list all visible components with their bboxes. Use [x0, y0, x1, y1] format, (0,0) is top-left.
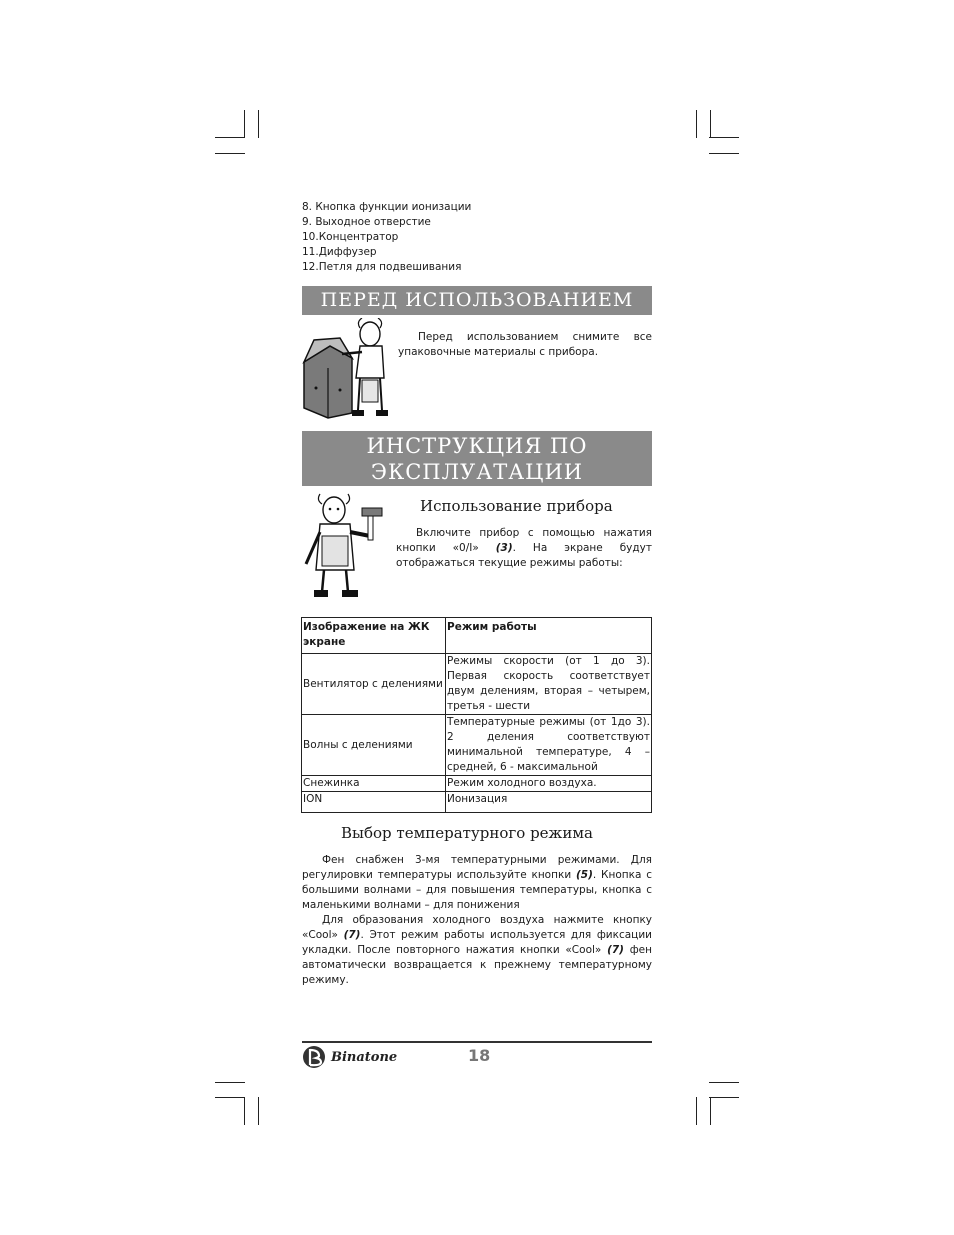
display-modes-table [301, 617, 652, 813]
list-item: 10.Концентратор [302, 231, 399, 243]
usage-text: Включите прибор с помощью нажатия кнопки «0/I» (3). На экране будут отображаться текущие режимы работы: [396, 527, 652, 569]
table-cell: Ионизация [446, 792, 652, 813]
table-row [302, 654, 652, 715]
part-reference: (3) [495, 542, 513, 554]
list-item: 11.Диффузер [302, 246, 377, 258]
table-cell: ION [302, 792, 446, 813]
table-header-row [302, 618, 652, 654]
table-row [302, 776, 652, 792]
handyman-illustration [300, 492, 392, 602]
parts-list [302, 200, 652, 275]
table-header-cell: Изображение на ЖК экране [302, 618, 446, 654]
table-cell: Температурные режимы (от 1до 3). 2 деления соответствуют минимальной температуре, 4 – средней, 6 - максимальной [446, 715, 652, 776]
list-item: 8. Кнопка функции ионизации [302, 201, 472, 213]
table-cell: Волны с делениями [302, 715, 446, 776]
page-number: 18 [468, 1046, 491, 1065]
banner-line-2: ЭКСПЛУАТАЦИИ [370, 460, 584, 484]
brand-name: Binatone [331, 1049, 398, 1065]
table-header-cell: Режим работы [446, 618, 652, 654]
subsection-title-usage: Использование прибора [420, 497, 613, 515]
unpacking-illustration [302, 318, 394, 423]
footer-divider [302, 1041, 652, 1043]
temperature-text [302, 853, 652, 988]
subsection-title-temperature: Выбор температурного режима [341, 824, 593, 842]
banner-line-1: ИНСТРУКЦИЯ ПО [366, 434, 588, 458]
binatone-logo-icon [302, 1045, 330, 1069]
table-cell: Снежинка [302, 776, 446, 792]
part-reference: (7) [607, 944, 624, 956]
table-cell: Режимы скорости (от 1 до 3). Первая скорость соответствует двум делениям, вторая – четырем, третья - шести [446, 654, 652, 715]
part-reference: (5) [575, 869, 593, 881]
list-item: 9. Выходное отверстие [302, 216, 431, 228]
table-cell: Вентилятор с делениями [302, 654, 446, 715]
paragraph: Для образования холодного воздуха нажмите кнопку «Cool» (7). Этот режим работы используется для фиксации укладки. После повторного нажатия кнопки «Cool» (7) фен автоматически возвращается к прежнему температурному режиму. [302, 914, 652, 986]
table-row [302, 715, 652, 776]
before-use-text: Перед использованием снимите все упаковочные материалы с прибора. [398, 331, 652, 358]
section-banner-before-use: ПЕРЕД ИСПОЛЬЗОВАНИЕМ [302, 286, 652, 315]
part-reference: (7) [343, 929, 361, 941]
table-row [302, 792, 652, 813]
list-item: 12.Петля для подвешивания [302, 261, 462, 273]
table-cell: Режим холодного воздуха. [446, 776, 652, 792]
brand-logo [302, 1045, 397, 1069]
paragraph: Фен снабжен 3-мя температурными режимами. Для регулировки температуры используйте кнопки (5). Кнопка с большими волнами – для повышения температуры, кнопка с маленькими волнами – для понижения [302, 854, 653, 911]
section-banner-instructions [302, 431, 652, 486]
